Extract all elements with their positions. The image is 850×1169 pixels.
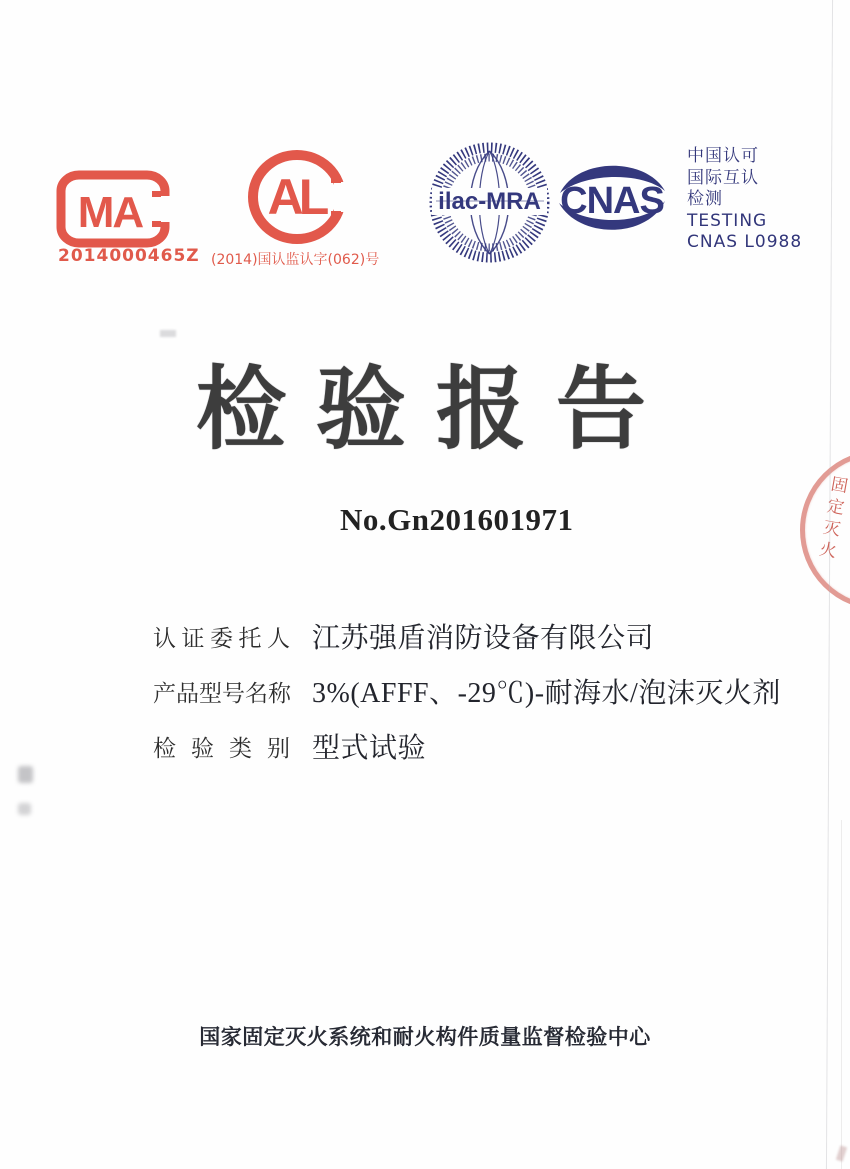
field-row-test-category: [153, 726, 781, 781]
scan-smudge: [836, 1145, 847, 1161]
field-label-client: 认证委托人: [153, 625, 290, 651]
cnas-logo: [551, 151, 673, 245]
ilac-mra-wordmark: ilac-MRA: [438, 188, 541, 215]
field-value-product-model: 3%(AFFF、-29℃)-耐海水/泡沫灭火剂: [312, 678, 781, 709]
testing-center-name: 国家固定灭火系统和耐火构件质量监督检验中心: [199, 1025, 651, 1049]
field-value-client: 江苏强盾消防设备有限公司: [312, 623, 655, 654]
field-value-test-category: 型式试验: [312, 733, 427, 764]
accreditation-line: 中国认可: [687, 146, 759, 166]
seal-text: 固定灭火: [814, 474, 849, 564]
accreditation-line: 国际互认: [687, 167, 759, 188]
cal-letters: AL: [267, 169, 325, 225]
report-number: No.Gn201601971: [340, 502, 574, 537]
report-title: 检验报告: [196, 357, 676, 462]
field-row-product-model: [153, 671, 781, 726]
ilac-mra-logo: [428, 141, 551, 264]
accreditation-line: TESTING: [687, 210, 768, 231]
scan-edge-line-2: [841, 820, 842, 1169]
cma-letters: MA: [77, 188, 143, 237]
field-row-client: [153, 616, 781, 671]
partial-red-seal: [800, 450, 850, 610]
cma-cert-number: 2014000465Z: [58, 246, 200, 266]
accreditation-line: 检测: [687, 189, 723, 209]
cnas-wordmark: CNAS: [560, 180, 664, 222]
cma-logo: [56, 170, 170, 248]
accreditation-line: CNAS L0988: [687, 232, 803, 252]
field-label-product-model: 产品型号名称: [153, 680, 291, 706]
scan-smudge: [18, 766, 33, 783]
scan-smudge: [18, 803, 31, 815]
accreditation-text-block: [687, 146, 802, 254]
field-label-test-category: 检验类别: [153, 735, 290, 761]
cal-caption: (2014)国认监认字(062)号: [211, 252, 380, 268]
report-fields: [153, 616, 781, 781]
scan-smudge: [160, 330, 176, 337]
cal-logo: [246, 149, 348, 246]
